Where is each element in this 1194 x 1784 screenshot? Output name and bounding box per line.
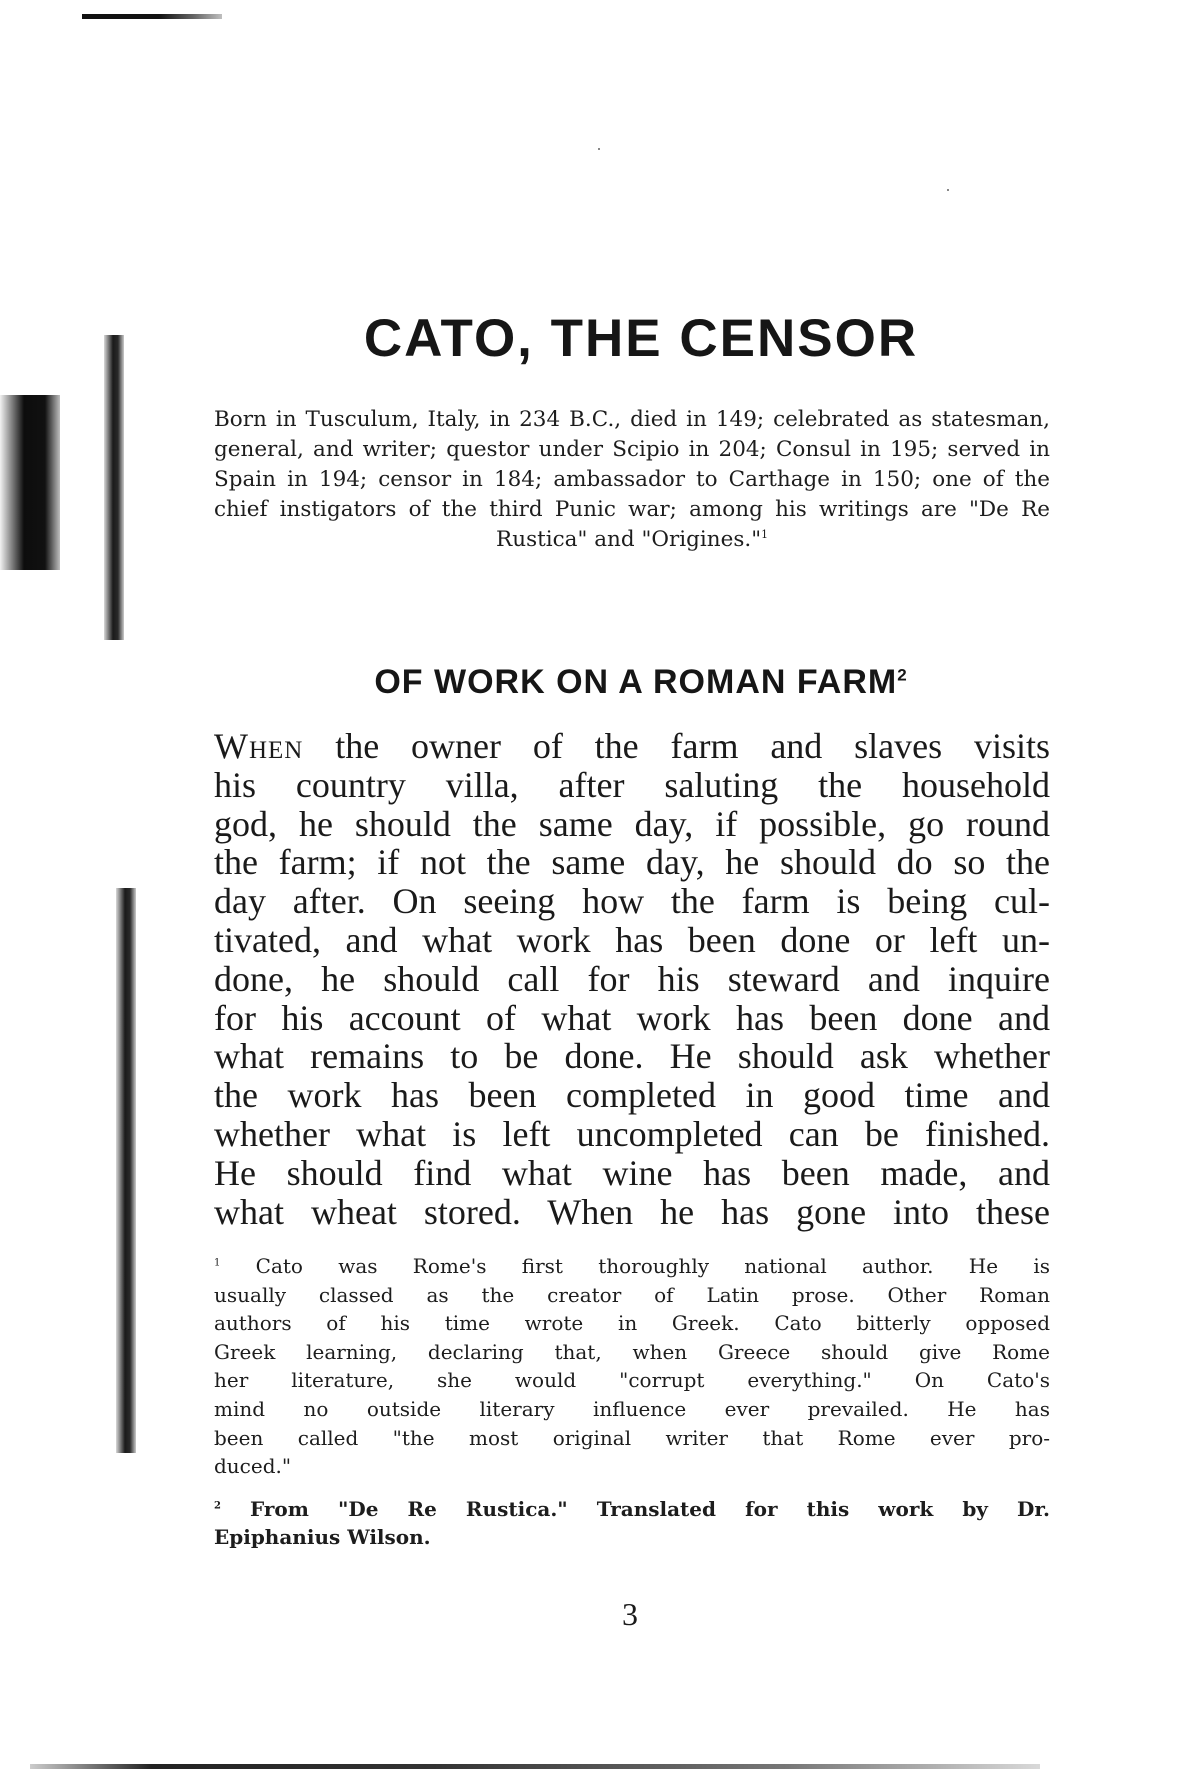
- footnote-2-line: $^2$ From "De Re Rustica." Translated for this work by Dr.: [214, 1496, 1050, 1521]
- footnote-2-line: Epiphanius Wilson.: [214, 1525, 431, 1550]
- footnote-1-line: been called "the most original writer that Rome ever pro-: [214, 1425, 1050, 1450]
- body-line: done, he should call for his steward and inquire: [214, 958, 1050, 999]
- footnotes: [214, 1252, 1050, 1552]
- opening-word: When: [214, 726, 304, 766]
- body-line: the work has been completed in good time and: [214, 1075, 1050, 1116]
- intro-line: ambassador to Carthage in 150; one of the chief instigators: [214, 467, 1050, 522]
- footnote-1-line: duced.": [214, 1454, 292, 1479]
- body-line: for his account of what work has been done and: [214, 997, 1050, 1038]
- intro-line: Born in Tusculum, Italy, in 234 B.C., died in 149; celebrated: [214, 407, 890, 432]
- footnote-1-line: usually classed as the creator of Latin prose. Other Roman: [214, 1282, 1050, 1307]
- body-line: When the owner of the farm and slaves visits: [214, 726, 1050, 766]
- section-heading-text: OF WORK ON A ROMAN FARM: [374, 663, 898, 701]
- body-line: tivated, and what work has been done or left un-: [214, 919, 1050, 960]
- main-text: [214, 727, 1050, 1231]
- top-scan-rule: [82, 14, 222, 19]
- footnote-1-line: mind no outside literary influence ever prevailed. He has: [214, 1396, 1050, 1421]
- body-line: the farm; if not the same day, he should do so the: [214, 842, 1050, 883]
- body-line: whether what is left uncompleted can be finished.: [214, 1113, 1050, 1154]
- body-line: He should find what wine has been made, and: [214, 1152, 1050, 1193]
- bottom-scan-rule: [30, 1764, 1040, 1769]
- binding-shadow: [0, 395, 60, 570]
- binding-shadow: [104, 335, 124, 640]
- scan-speck: [947, 189, 949, 191]
- footnote-ref: 2: [897, 665, 908, 685]
- body-line: god, he should the same day, if possible, go round: [214, 803, 1050, 844]
- footnote-ref: 1: [761, 527, 768, 541]
- body-line: what remains to be done. He should ask whether: [214, 1036, 1050, 1077]
- footnote-1-line: authors of his time wrote in Greek. Cato bitterly opposed: [214, 1311, 1050, 1336]
- page-title: CATO, THE CENSOR: [363, 309, 919, 368]
- body-line: his country villa, after saluting the household: [214, 764, 1050, 805]
- footnote-1-line: Greek learning, declaring that, when Greece should give Rome: [214, 1339, 1050, 1364]
- page-number: 3: [622, 1596, 638, 1632]
- scan-speck: [598, 148, 600, 150]
- section-heading: [214, 663, 1068, 702]
- footnote-marker: 2: [214, 1500, 221, 1512]
- intro-line: 204; Consul in 195; served in Spain in 194; censor in 184;: [214, 437, 1050, 492]
- body-line: what wheat stored. When he has gone into these: [214, 1191, 1050, 1232]
- footnote-1-line: $^1$ Cato was Rome's first thoroughly national author. He is: [214, 1254, 1051, 1278]
- intro-line: Rustica" and "Origines.": [496, 527, 762, 552]
- binding-shadow: [116, 888, 136, 1453]
- footnote-marker: 1: [214, 1257, 221, 1269]
- intro-line: as statesman, general, and writer; questor under Scipio in: [214, 407, 1050, 462]
- biographical-intro: [214, 405, 1050, 555]
- footnote-1-line: her literature, she would "corrupt everything." On Cato's: [214, 1368, 1050, 1393]
- body-line: day after. On seeing how the farm is being cul-: [214, 881, 1050, 922]
- intro-line: of the third Punic war; among his writings are "De Re: [408, 497, 1051, 522]
